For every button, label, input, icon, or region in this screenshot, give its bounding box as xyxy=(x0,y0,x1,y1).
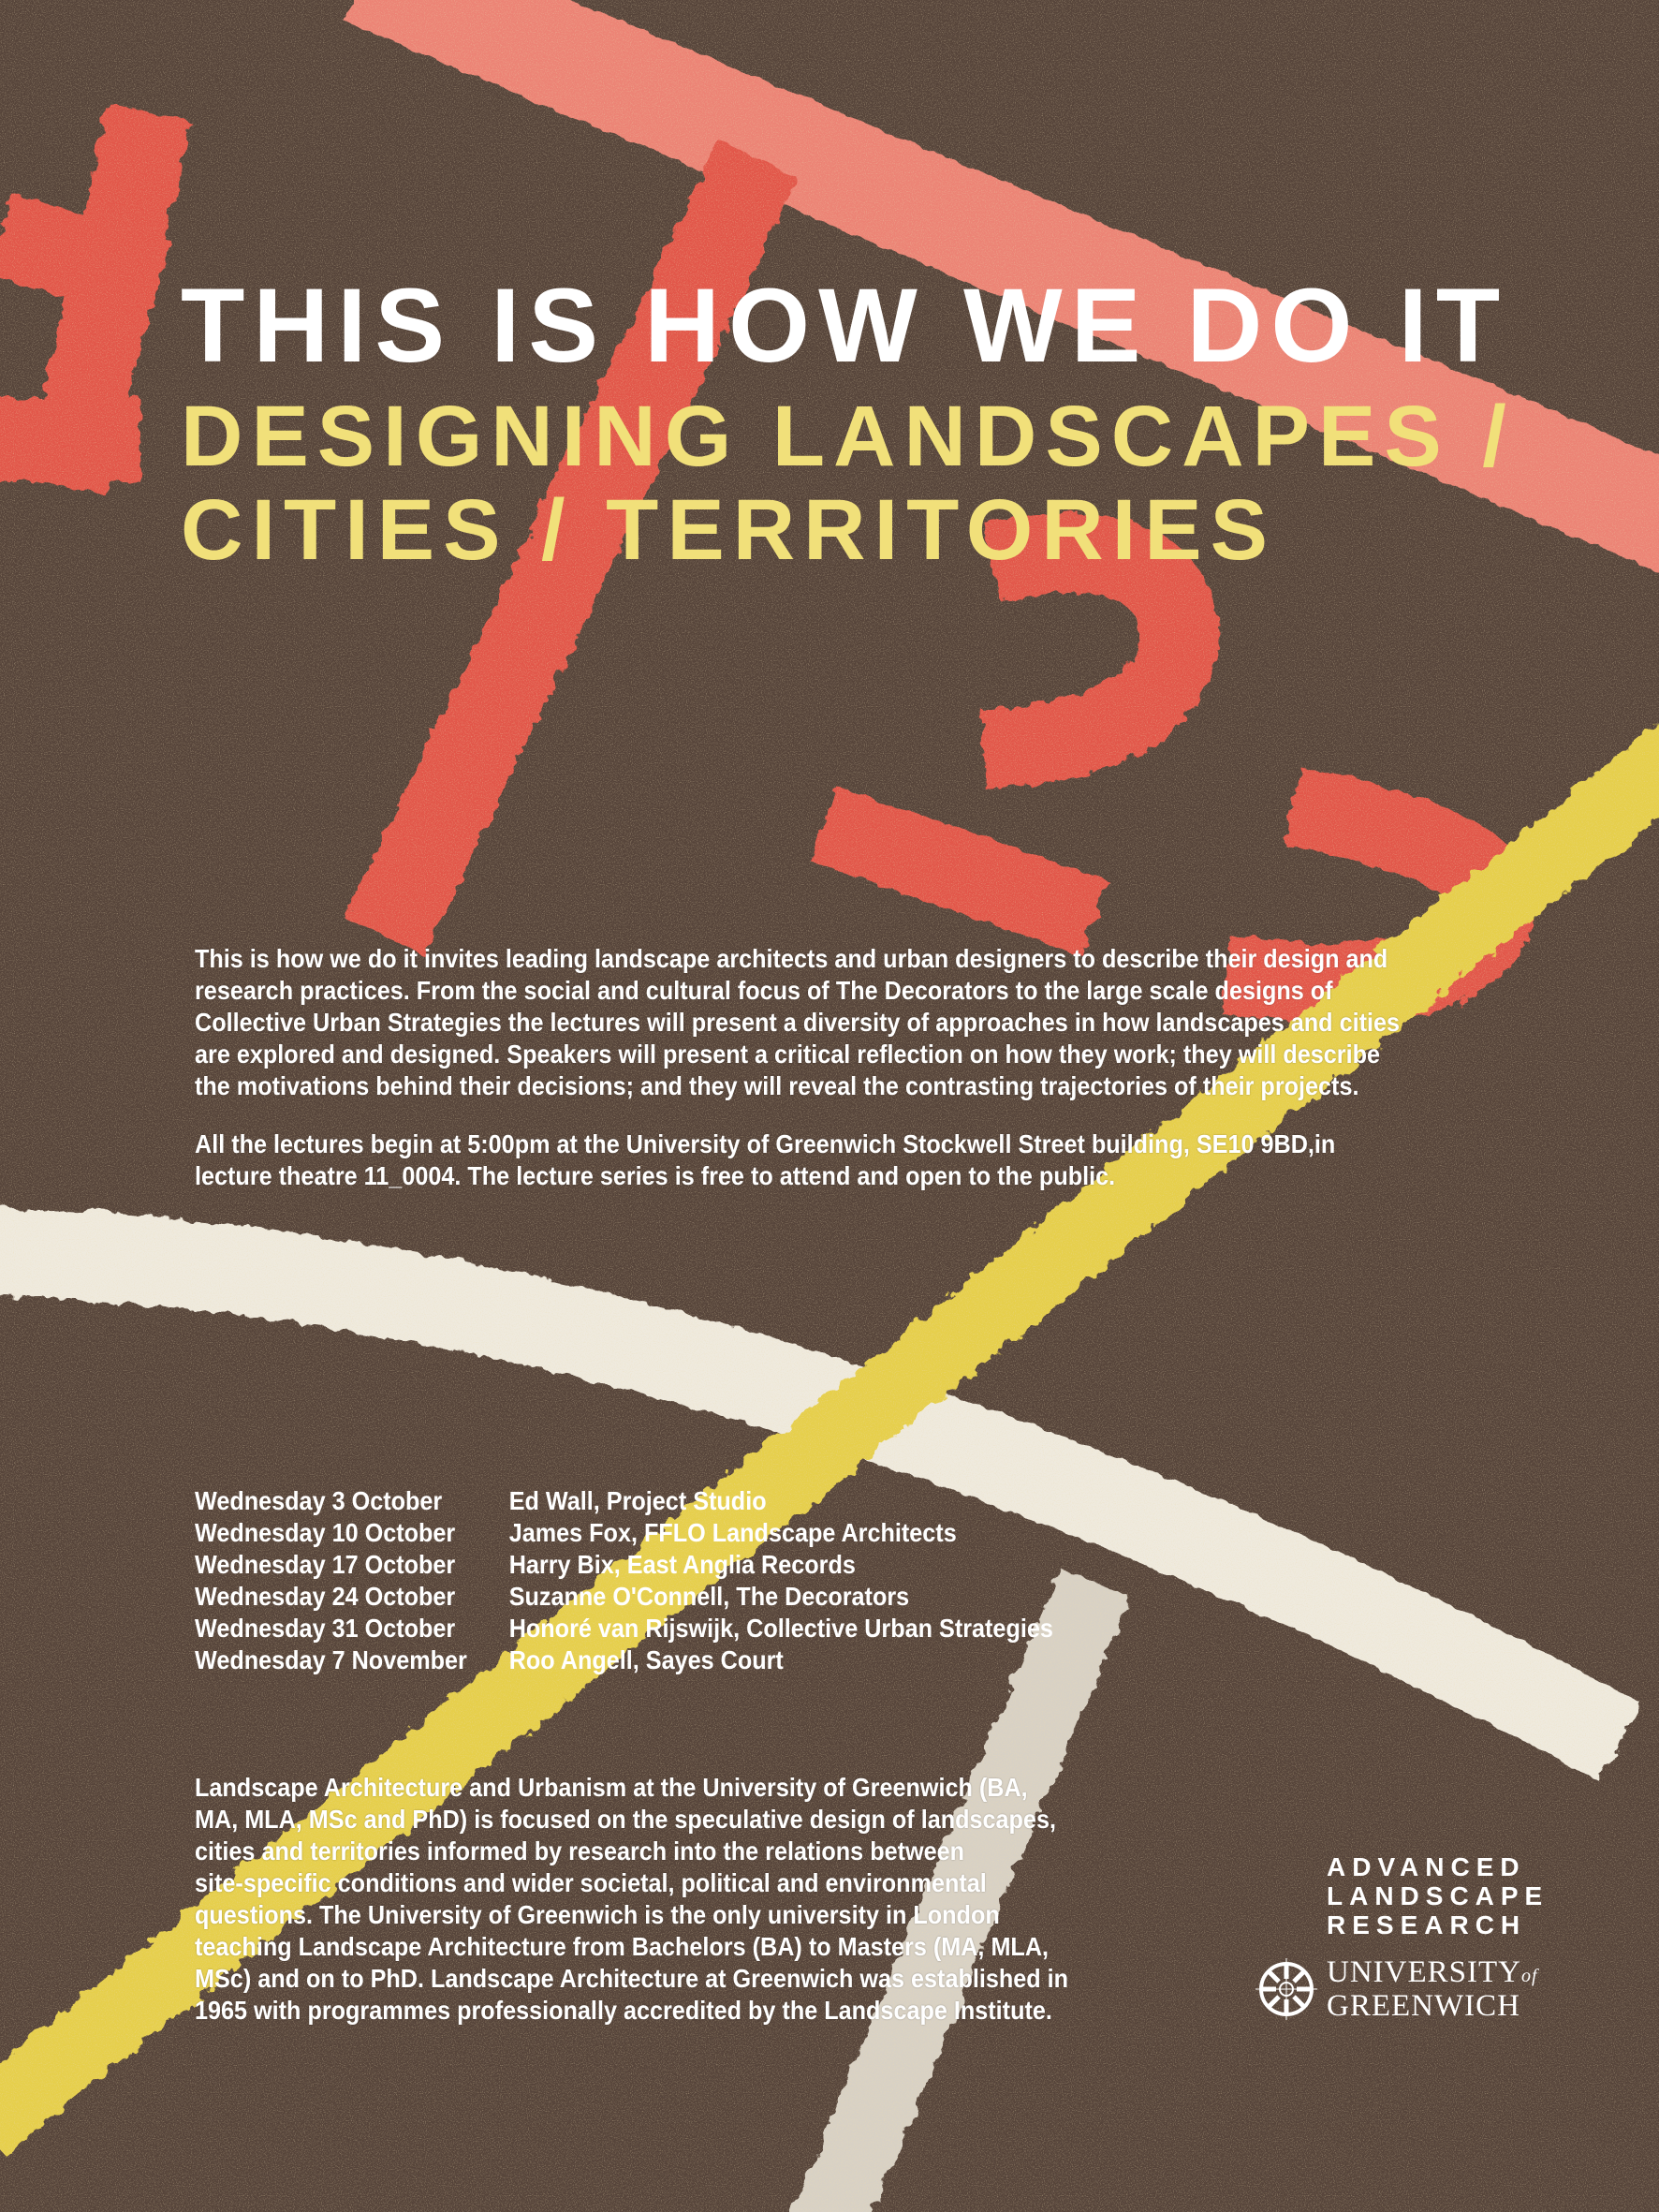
about-line: questions. The University of Greenwich is the only university in London xyxy=(195,1900,1000,1929)
intro-line: This is how we do it invites leading landscape architects and urban designers to describe their design and xyxy=(195,944,1388,973)
poster-subtitle-line-1: DESIGNING LANDSCAPES / xyxy=(181,389,1515,484)
lecture-date: Wednesday 10 October xyxy=(195,1518,456,1547)
lecture-speaker: Roo Angell, Sayes Court xyxy=(508,1645,784,1674)
about-line: MSc) and on to PhD. Landscape Architecture at Greenwich was established in xyxy=(195,1964,1069,1993)
schedule-row xyxy=(195,1613,1053,1644)
schedule-row xyxy=(195,1644,1053,1676)
lecture-date: Wednesday 3 October xyxy=(195,1486,443,1515)
schedule-row xyxy=(195,1485,1053,1517)
about-line: teaching Landscape Architecture from Bachelors (BA) to Masters (MA, MLA, xyxy=(195,1932,1050,1961)
about-line: MA, MLA, MSc and PhD) is focused on the speculative design of landscapes, xyxy=(195,1805,1056,1834)
lecture-date: Wednesday 24 October xyxy=(195,1582,456,1611)
lecture-date: Wednesday 31 October xyxy=(195,1614,456,1643)
alr-line: RESEARCH xyxy=(1327,1910,1527,1939)
venue-line: lecture theatre 11_0004. The lecture series is free to attend and open to the public. xyxy=(195,1161,1116,1190)
schedule-row xyxy=(195,1549,1053,1581)
about-line: cities and territories informed by research into the relations between xyxy=(195,1836,965,1865)
of-word: of xyxy=(1520,1966,1538,1986)
intro-paragraph xyxy=(195,943,1400,1102)
venue-paragraph xyxy=(195,1128,1335,1192)
compass-rose-icon xyxy=(1255,1958,1317,2020)
lecture-speaker: James Fox, FFLO Landscape Architects xyxy=(508,1518,957,1547)
lecture-speaker: Suzanne O'Connell, The Decorators xyxy=(508,1582,910,1611)
university-of-greenwich-logo xyxy=(1255,1957,1538,2021)
lecture-date: Wednesday 17 October xyxy=(195,1550,456,1579)
advanced-landscape-research-logo xyxy=(1327,1852,1549,1939)
about-line: Landscape Architecture and Urbanism at the University of Greenwich (BA, xyxy=(195,1773,1028,1802)
intro-line: the motivations behind their decisions; and they will reveal the contrasting trajectories of their projects. xyxy=(195,1071,1359,1100)
alr-line: LANDSCAPE xyxy=(1327,1881,1549,1910)
university-word: UNIVERSITY xyxy=(1327,1955,1521,1989)
lecture-speaker: Harry Bix, East Anglia Records xyxy=(508,1550,856,1579)
lecture-date: Wednesday 7 November xyxy=(195,1645,467,1674)
greenwich-word: GREENWICH xyxy=(1327,1989,1520,2023)
venue-line: All the lectures begin at 5:00pm at the University of Greenwich Stockwell Street building, SE10 9BD,in xyxy=(195,1129,1336,1158)
poster-subtitle-line-2: CITIES / TERRITORIES xyxy=(181,482,1276,578)
lecture-speaker: Honoré van Rijswijk, Collective Urban Strategies xyxy=(508,1614,1053,1643)
alr-line: ADVANCED xyxy=(1327,1852,1526,1881)
about-line: 1965 with programmes professionally accredited by the Landscape Institute. xyxy=(195,1996,1052,2025)
lecture-schedule xyxy=(195,1485,1053,1676)
poster-title: THIS IS HOW WE DO IT xyxy=(181,267,1509,384)
schedule-row xyxy=(195,1581,1053,1613)
intro-line: are explored and designed. Speakers will present a critical reflection on how they work; they will describe xyxy=(195,1040,1381,1069)
about-line: site-specific conditions and wider societal, political and environmental xyxy=(195,1868,987,1897)
about-paragraph xyxy=(195,1772,1068,2027)
intro-line: Collective Urban Strategies the lectures will present a diversity of approaches in how landscapes and cities xyxy=(195,1008,1401,1037)
lecture-speaker: Ed Wall, Project Studio xyxy=(508,1486,767,1515)
schedule-row xyxy=(195,1517,1053,1549)
intro-line: research practices. From the social and cultural focus of The Decorators to the large scale designs of xyxy=(195,976,1333,1005)
